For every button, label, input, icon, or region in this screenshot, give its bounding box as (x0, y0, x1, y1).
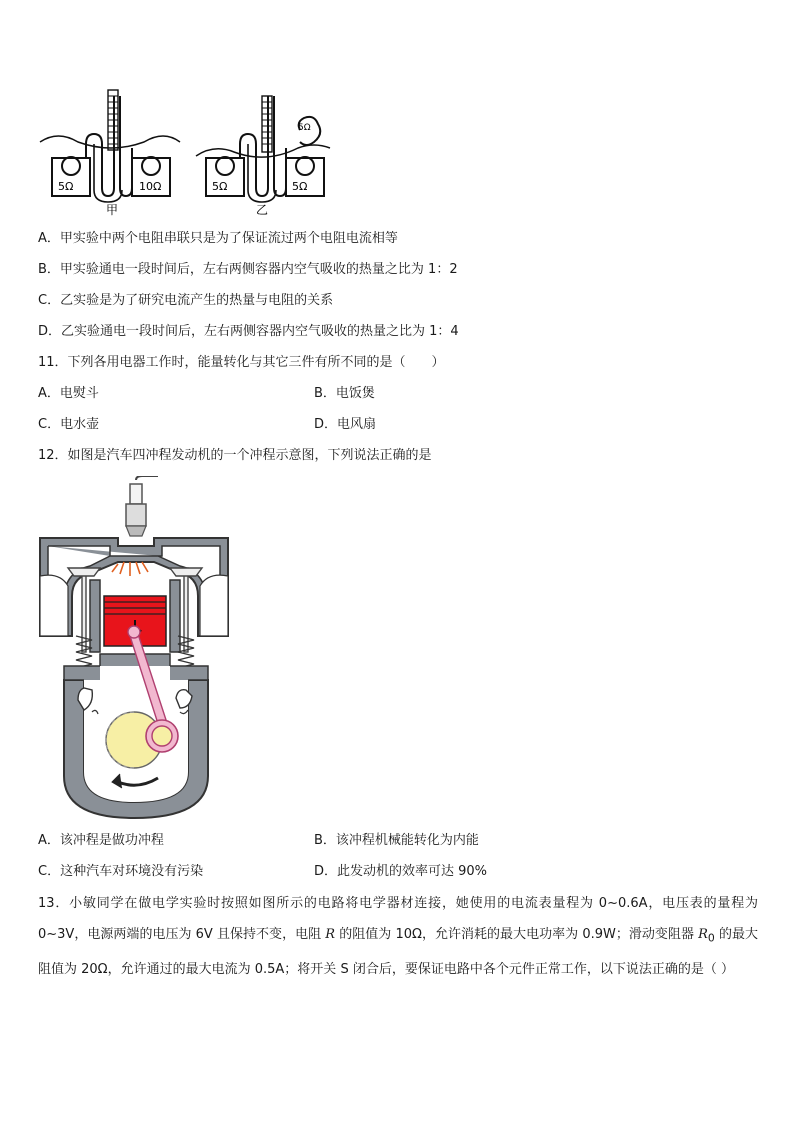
resistor-label-b-right: 5Ω (292, 180, 308, 193)
q11-option-c: C．电水壶 (38, 417, 100, 432)
q11-stem: 11．下列各用电器工作时，能量转化与其它三件有所不同的是（ ） (38, 355, 445, 370)
q10-option-c: C．乙实验是为了研究电流产生的热量与电阻的关系 (38, 293, 334, 308)
q13-stem (38, 888, 758, 985)
q13-symbol-r0: R (698, 927, 708, 942)
q11-option-d: D．电风扇 (314, 417, 377, 432)
q13-symbol-r: R (325, 927, 336, 942)
q12-option-d: D．此发动机的效率可达 90% (314, 864, 488, 879)
q12-option-b: B．该冲程机械能转化为内能 (314, 833, 479, 848)
q12-stem: 12．如图是汽车四冲程发动机的一个冲程示意图，下列说法正确的是 (38, 448, 432, 463)
resistor-label-left: 5Ω (58, 180, 74, 193)
q13-stem-part1: 13．小敏同学在做电学实验时按照如图所示的电路将电学器材连接，她使用的电流表量程为 0~0.6A，电压表的量程为 0~3V，电源两端的电压为 6V 且保持不变，电阻 (38, 896, 758, 942)
resistor-label-b-extra: 5Ω (298, 123, 311, 133)
joule-heat-experiment-figure (38, 86, 338, 218)
four-stroke-engine-figure (38, 476, 232, 820)
q12-option-a: A．该冲程是做功冲程 (38, 833, 164, 848)
resistor-label-b-left: 5Ω (212, 180, 228, 193)
resistor-label-right: 10Ω (139, 180, 162, 193)
q10-option-b: B．甲实验通电一段时间后，左右两侧容器内空气吸收的热量之比为 1：2 (38, 262, 458, 277)
q11-option-b: B．电饭煲 (314, 386, 375, 401)
q13-stem-part3: 的最大阻值为 20Ω，允许通过的最大电流为 0.5A；将开关 S 闭合后，要保证电路中各个元件正常工作，以下说法正确的是（ ） (38, 927, 758, 977)
q13-stem-part2: 的阻值为 10Ω，允许消耗的最大电功率为 0.9W；滑动变阻器 (335, 927, 699, 942)
q13-symbol-r0-sub: 0 (707, 931, 715, 945)
q10-option-d: D．乙实验通电一段时间后，左右两侧容器内空气吸收的热量之比为 1：4 (38, 324, 459, 339)
q11-option-a: A．电熨斗 (38, 386, 99, 401)
q10-option-a: A．甲实验中两个电阻串联只是为了保证流过两个电阻电流相等 (38, 231, 398, 246)
q12-option-c: C．这种汽车对环境没有污染 (38, 864, 204, 879)
figure-caption-jia: 甲 (106, 203, 119, 217)
figure-caption-yi: 乙 (256, 203, 269, 217)
